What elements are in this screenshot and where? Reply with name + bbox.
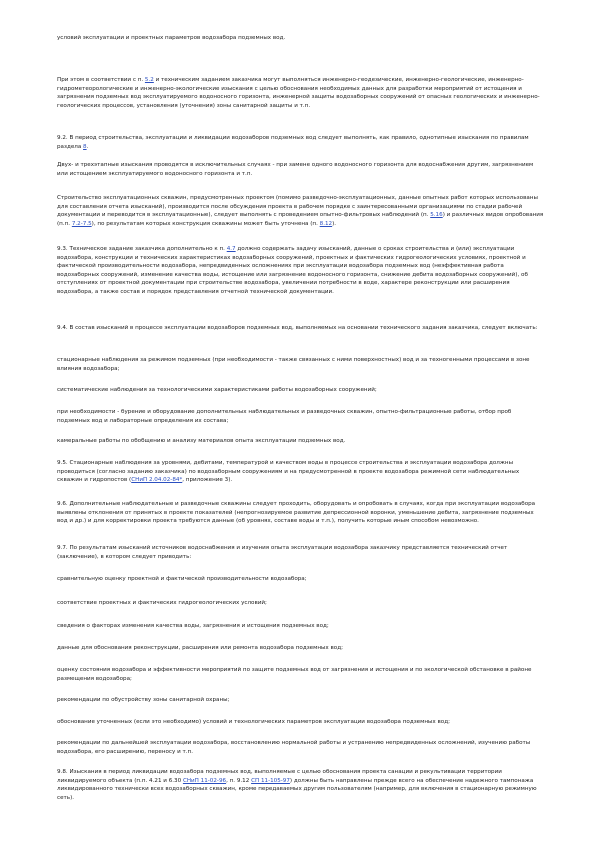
paragraph-text: и техническим заданием заказчика могут выполняться инженерно-геодезические, инженерно-геологические, инженерно-гидрометеорологические и инженерно-экологические изыскания с целью обоснования необходимых данных для разработки мероприятий от истощения и загрязнения подземных вод эксплуатируемого водоносного горизонта, инженерной защиты водозаборных сооружений от опасных геологических и инженерно-геологических процессов, установления (уточнения) зоны санитарной защиты и т.п.	[57, 77, 540, 109]
paragraph-text: ), по результатам которых конструкция скважины может быть уточнена (п.	[91, 220, 320, 227]
paragraph-text: , п. 9.12	[226, 777, 252, 784]
paragraph	[57, 718, 545, 727]
document-reference-link[interactable]: СП 11-105-97	[251, 777, 290, 784]
paragraph-text: ).	[332, 220, 337, 227]
paragraph	[57, 386, 545, 395]
paragraph-text: стационарные наблюдения за режимом подземных (при необходимости - также связанных с ними поверхностных) вод и за техногенными процессами в зоне влияния водозабора;	[57, 357, 530, 372]
paragraph	[57, 575, 545, 584]
document-reference-link[interactable]: СНиП 11-02-96	[182, 777, 227, 784]
paragraph	[57, 437, 545, 446]
paragraph	[57, 500, 545, 526]
paragraph	[57, 408, 545, 425]
paragraph	[57, 644, 545, 653]
paragraph	[57, 696, 545, 705]
paragraph-text: 9.7. По результатам изысканий источников водоснабжения и изучения опыта эксплуатации водозабора заказчику представляется технический отчет (заключение), в котором следует приводить:	[57, 545, 508, 560]
paragraph	[57, 356, 545, 373]
paragraph	[57, 324, 545, 333]
paragraph-text: Строительство эксплуатационных скважин, предусмотренных проектом (помимо разведочно-эксплуатационных, данные опытных работ которых использованы для составления отчета изысканий), производится после обсуждения проекта в рабочем порядке с заинтересованными организациями по стадии рабочей документации и переводится в эксплуатационные), следует выполнять с проведением опытно-фильтровых наблюдений (п.	[57, 195, 538, 219]
paragraph-text: 9.6. Дополнительные наблюдательные и разведочные скважины следует проходить, оборудовать и опробовать в случаях, когда при эксплуатации водозабора выявлены отклонения от принятых в проекте показателей (непрогнозируемое развитие депрессионной воронки, уменьшение дебита, загрязнение подземных вод и др.) и для корректировки проекта требуются данные (об уровнях, составе воды и т.п.), получить которые иным способом невозможно.	[57, 501, 536, 525]
paragraph-text: сравнительную оценку проектной и фактической производительности водозабора;	[57, 576, 307, 582]
paragraph	[57, 599, 545, 608]
paragraph	[57, 134, 545, 151]
document-reference-link[interactable]: 8	[83, 143, 87, 150]
document-reference-link[interactable]: 5.16	[430, 212, 443, 219]
document-reference-link[interactable]: СНиП 2.04.02-84*	[131, 477, 183, 484]
paragraph-text: при необходимости - бурение и оборудование дополнительных наблюдательных и разведочных скважин, опытно-фильтрационные работы, отбор проб подземных вод и лабораторные определения их состава;	[57, 409, 512, 424]
paragraph-text: , приложение 3).	[182, 477, 233, 484]
paragraph-text: 9.2. В период строительства, эксплуатации и ликвидации водозаборов подземных вод следует выполнять, как правило, однотипные изыскания по правилам раздела	[57, 135, 529, 150]
paragraph-text: ) и различных видов опробования (п.п.	[57, 212, 544, 227]
paragraph-text: 9.5. Стационарные наблюдения за уровнями, дебитами, температурой и качеством воды в процессе строительства и эксплуатации водозабора должны проводиться (согласно заданию заказчика) по водозаборным сооружениям и на предусмотренной в проекте водозабора режимной сети наблюдательных скважин и гидропостов (	[57, 460, 520, 484]
paragraph	[57, 544, 545, 561]
paragraph-text: сведения о факторах изменения качества воды, загрязнения и истощения подземных вод;	[57, 623, 329, 629]
paragraph	[57, 76, 545, 110]
paragraph	[57, 194, 545, 228]
paragraph-text: 9.3. Техническое задание заказчика дополнительно к п.	[57, 246, 227, 252]
paragraph-text: условий эксплуатации и проектных параметров водозабора подземных вод.	[57, 35, 286, 41]
paragraph-text: .	[86, 143, 89, 150]
paragraph-text: рекомендации по дальнейшей эксплуатации водозабора, восстановлению нормальной работы и устранению непредвиденных осложнений, изучению работы водозабора, его расширению, переносу и т.п.	[57, 740, 531, 755]
paragraph-text: систематические наблюдения за технологическими характеристиками работы водозаборных сооружений;	[57, 387, 377, 393]
paragraph	[57, 245, 545, 296]
paragraph-text: камеральные работы по обобщению и анализу материалов опыта эксплуатации подземных вод.	[57, 438, 346, 444]
paragraph	[57, 666, 545, 683]
paragraph-text: оценку состояния водозабора и эффективности мероприятий по защите подземных вод от загрязнения и истощения и по экологической обстановке в районе размещения водозабора;	[57, 667, 532, 682]
document-reference-link[interactable]: 7.2-7.5	[71, 220, 92, 227]
paragraph-text: обоснование уточненных (если это необходимо) условий и технологических параметров эксплуатации водозабора подземных вод;	[57, 719, 450, 725]
document-reference-link[interactable]: 4.7	[226, 246, 236, 252]
paragraph	[57, 459, 545, 485]
paragraph	[57, 739, 545, 756]
paragraph	[57, 768, 545, 802]
paragraph	[57, 34, 545, 43]
paragraph-text: ) должны быть направлены прежде всего на обеспечение надежного тампонажа ликвидированного технически всех водозаборных скважин, кроме передаваемых другим пользователям (например, для включения в стационарную режимную сеть).	[57, 777, 537, 801]
paragraph-text: рекомендации по обустройству зоны санитарной охраны;	[57, 697, 230, 703]
paragraph	[57, 622, 545, 631]
paragraph-text: должно содержать задачу изысканий, данные о сроках строительства и (или) эксплуатации водозабора, конструкции и технических характеристиках водозаборных сооружений, проектных и фактических гидрогеологических условиях, проектной и фактической производительности водозабора, непредвиденных осложнениях при эксплуатации водозабора подземных вод (неэффективная работа водозаборных сооружений, изменение качества воды, истощение или загрязнение водоносного горизонта, снижение дебита водозаборных сооружений), об отступлениях от проектной документации при строительстве водозабора, увеличении потребности в воде, характере реконструкции или расширения водозабора, а также состав и порядок представления отчетной технической документации.	[57, 246, 528, 295]
paragraph	[57, 161, 545, 178]
paragraph-text: При этом в соответствии с п.	[57, 77, 145, 83]
document-reference-link[interactable]: 8.12	[319, 220, 333, 227]
document-reference-link[interactable]: 5.2	[144, 77, 154, 83]
paragraph-text: 9.8. Изыскания в период ликвидации водозабора подземных вод, выполняемые с целью обоснования проекта санации и рекультивации территории ликвидируемого объекта (п.п. 4.21 и 6.30	[57, 769, 502, 784]
paragraph-text: 9.4. В состав изысканий в процессе эксплуатации водозаборов подземных вод, выполняемых на основании технического задания заказчика, следует включать:	[57, 325, 538, 331]
paragraph-text: соответствие проектных и фактических гидрогеологических условий;	[57, 600, 267, 606]
paragraph-text: данные для обоснования реконструкции, расширения или ремонта водозабора подземных вод;	[57, 645, 343, 651]
paragraph-text: Двух- и трехэтапные изыскания проводятся в исключительных случаях - при замене одного водоносного горизонта для водоснабжения другим, загрязнением или истощением эксплуатируемого водоносного горизонта и т.п.	[57, 162, 534, 177]
